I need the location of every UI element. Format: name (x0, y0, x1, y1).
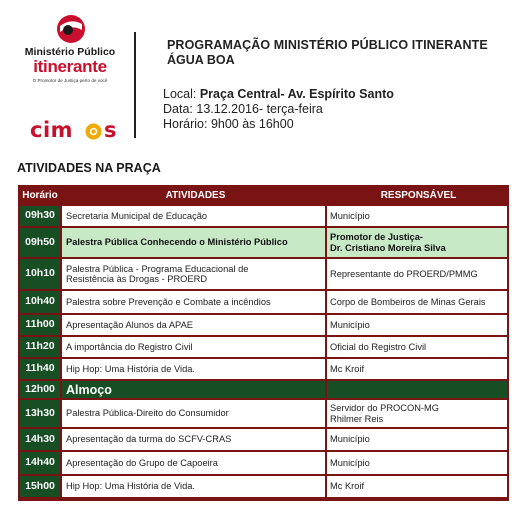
row-responsible: Mc Kroif (327, 476, 507, 497)
row-responsible: Corpo de Bombeiros de Minas Gerais (327, 291, 507, 313)
row-activity: Hip Hop: Uma História de Vida. (62, 359, 325, 379)
row-responsible: Município (327, 452, 507, 474)
local-line (163, 87, 394, 101)
row-time: 14h30 (20, 429, 60, 450)
program-title: PROGRAMAÇÃO MINISTÉRIO PÚBLICO ITINERANTE (167, 38, 488, 52)
row-activity: Secretaria Municipal de Educação (62, 206, 325, 226)
time-value: 9h00 às 16h00 (210, 117, 294, 131)
row-activity: Apresentação Alunos da APAE (62, 315, 325, 335)
row-time: 15h00 (20, 476, 60, 497)
row-responsible (327, 381, 507, 398)
logo-title: Ministério Público (24, 46, 116, 58)
ministerio-publico-logo (14, 14, 126, 144)
cimos-word-end: s (104, 118, 117, 142)
row-activity: A importância do Registro Civil (62, 337, 325, 357)
table-row (20, 337, 507, 357)
row-activity: Apresentação da turma do SCFV-CRAS (62, 429, 325, 450)
section-title: ATIVIDADES NA PRAÇA (17, 161, 161, 175)
table-row (20, 476, 507, 497)
row-activity: Apresentação do Grupo de Capoeira (62, 452, 325, 474)
row-time: 11h20 (20, 337, 60, 357)
row-time: 11h40 (20, 359, 60, 379)
cimos-logo (30, 118, 130, 144)
row-responsible: Município (327, 206, 507, 226)
row-activity: Palestra Pública Conhecendo o Ministério Público (62, 228, 325, 257)
row-activity: Palestra sobre Prevenção e Combate a incêndios (62, 291, 325, 313)
logo-tagline: O Promotor de Justiça perto de você (32, 78, 108, 83)
row-time: 11h00 (20, 315, 60, 335)
table-row (20, 400, 507, 427)
city-title: ÁGUA BOA (167, 53, 235, 67)
time-label: Horário: (163, 117, 208, 131)
table-row-highlight (20, 228, 507, 257)
row-activity: Palestra Pública-Direito do Consumidor (62, 400, 325, 427)
row-activity: Palestra Pública - Programa Educacional de Resistência às Drogas - PROERD (62, 259, 325, 289)
row-responsible: Representante do PROERD/PMMG (327, 259, 507, 289)
date-label: Data: (163, 102, 193, 116)
local-label: Local: (163, 87, 197, 101)
table-row (20, 359, 507, 379)
local-value: Praça Central- Av. Espírito Santo (199, 87, 394, 101)
cimos-word: cim (30, 118, 74, 142)
header-responsible: RESPONSÁVEL (327, 187, 507, 204)
row-responsible: Município (327, 315, 507, 335)
row-responsible: Oficial do Registro Civil (327, 337, 507, 357)
time-line (163, 117, 294, 131)
row-time: 10h10 (20, 259, 60, 289)
table-row (20, 452, 507, 474)
row-time: 12h00 (20, 381, 60, 398)
date-value: 13.12.2016- terça-feira (196, 102, 323, 116)
schedule-table (18, 185, 509, 501)
row-responsible: Município (327, 429, 507, 450)
logo-subtitle: itinerante (33, 57, 107, 76)
row-time: 14h40 (20, 452, 60, 474)
row-activity: Hip Hop: Uma História de Vida. (62, 476, 325, 497)
row-time: 09h30 (20, 206, 60, 226)
row-responsible: Servidor do PROCON-MG Rhilmer Reis (327, 400, 507, 427)
emblem-icon (56, 14, 86, 44)
table-row (20, 315, 507, 335)
row-time: 10h40 (20, 291, 60, 313)
table-row-lunch (20, 381, 507, 398)
table-row (20, 291, 507, 313)
row-time: 09h50 (20, 228, 60, 257)
row-responsible: Promotor de Justiça- Dr. Cristiano Moreira Silva (327, 228, 507, 257)
date-line (163, 102, 323, 116)
row-time: 13h30 (20, 400, 60, 427)
table-row (20, 206, 507, 226)
row-responsible: Mc Kroif (327, 359, 507, 379)
sun-icon (85, 123, 102, 140)
table-row (20, 429, 507, 450)
header-time: Horário (20, 187, 60, 204)
header-divider (134, 32, 136, 138)
table-row (20, 259, 507, 289)
table-header-row (20, 187, 507, 204)
row-activity: Almoço (62, 381, 325, 398)
header-activities: ATIVIDADES (62, 187, 325, 204)
